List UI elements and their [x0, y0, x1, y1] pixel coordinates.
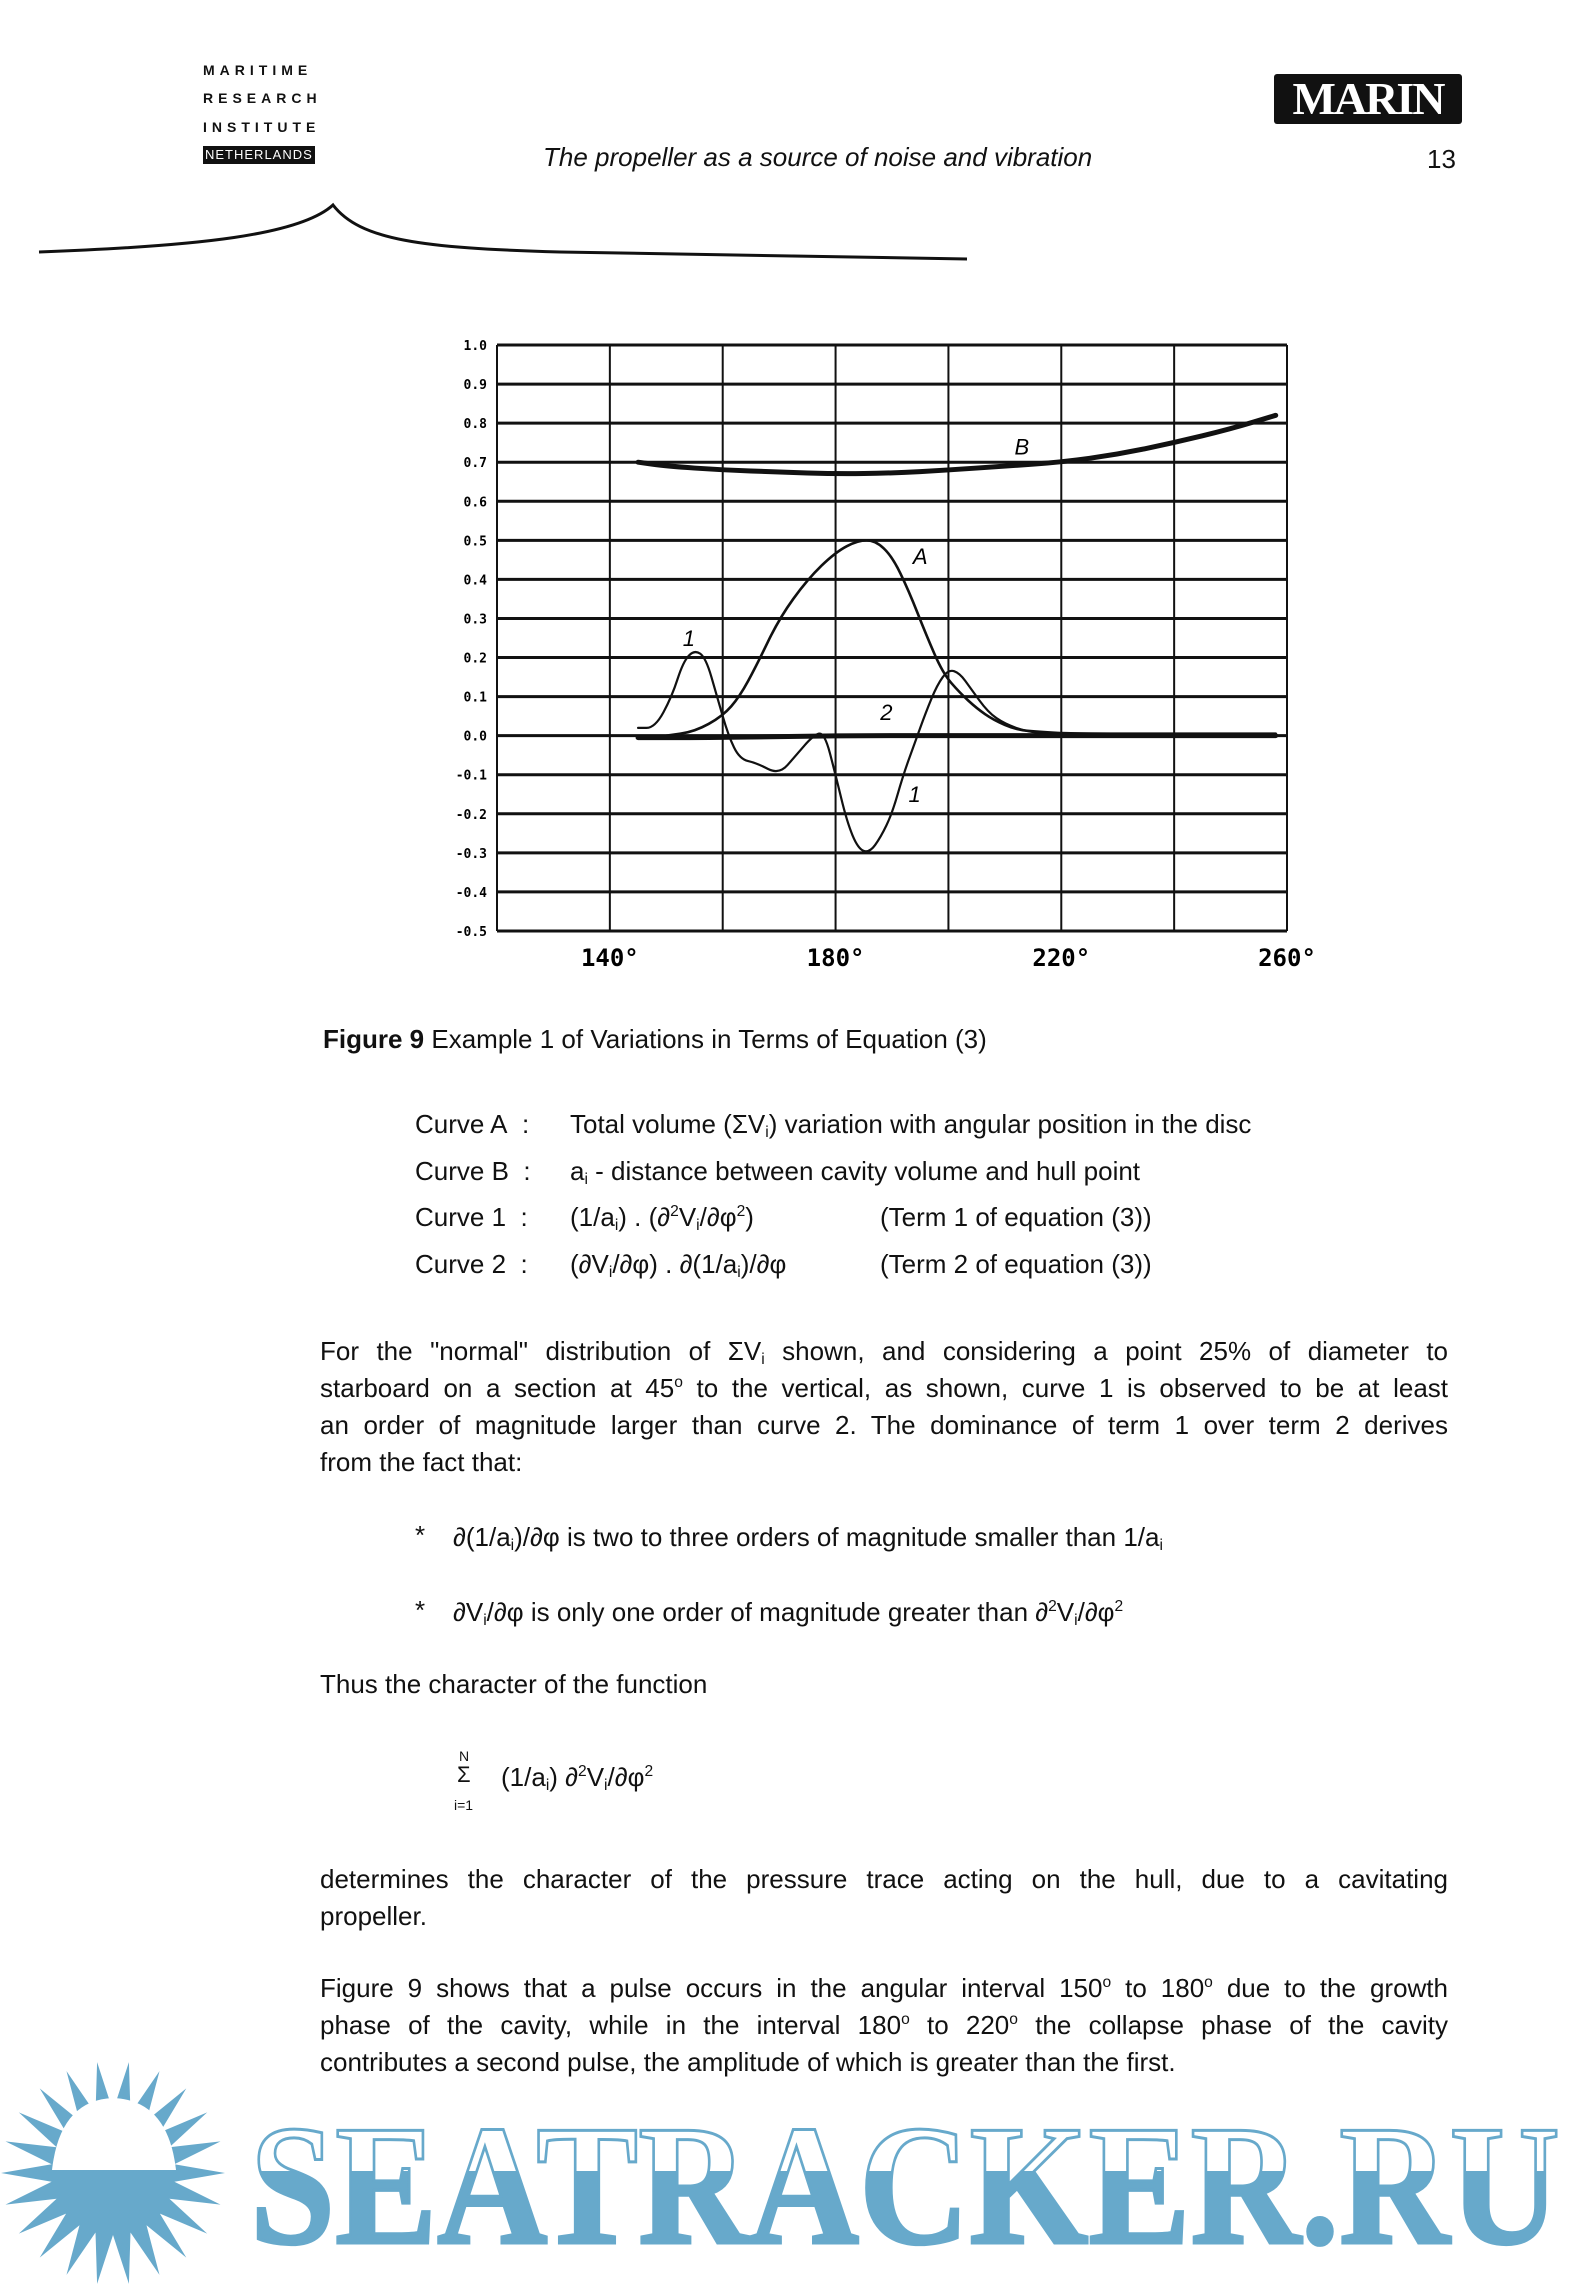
header-rule-curve: [0, 190, 1000, 270]
page-number: 13: [1427, 144, 1456, 174]
curve-1-label: Curve 1 :: [415, 1202, 528, 1232]
x-tick-label: 140°: [580, 944, 639, 972]
caption-label: Figure 9: [323, 1024, 425, 1054]
y-tick-label: -0.3: [455, 846, 487, 862]
institute-line-1: MARITIME: [203, 62, 313, 78]
y-tick-label: 0.2: [463, 651, 487, 667]
x-tick-label: 260°: [1258, 944, 1316, 972]
curve-2: [638, 736, 1276, 738]
curve-a-label: Curve A :: [415, 1109, 530, 1139]
figure-caption: [323, 1024, 987, 1055]
y-tick-label: -0.1: [455, 768, 487, 784]
y-tick-label: -0.2: [455, 807, 487, 823]
formula-body: $(1/a_i)$ $\partial^2V_i/\partial\varphi^2$: [501, 1762, 654, 1794]
curve-2-term: (Term 2 of equation (3)): [880, 1249, 1152, 1279]
institute-line-4: NETHERLANDS: [205, 147, 313, 162]
institute-line-3: INSTITUTE: [203, 119, 321, 135]
curve-label-b: B: [1014, 434, 1030, 460]
curve-1-term: (Term 1 of equation (3)): [880, 1202, 1152, 1232]
thus-text: Thus the character of the function: [320, 1669, 708, 1699]
paragraph-3: Figure 9 shows that a pulse occurs in the angular interval 150$^o$ to 180$^o$ due to the growth phase of the cavity, while in the interval 180$^o$ to 220$^o$ the collapse phase of the cavity contributes a second pulse, the amplitude of which is greater than the first.: [320, 1973, 1448, 2077]
curve-label-2: 2: [880, 700, 893, 726]
figure-9-chart: [420, 320, 1340, 1000]
curve-2-desc: $(\partial V_i/\partial\varphi)$ . $\partial(1/a_i)/\partial\varphi$: [570, 1249, 787, 1281]
curve-b-desc: $a_i$ - distance between cavity volume and hull point: [570, 1156, 1141, 1188]
y-tick-label: 0.6: [463, 495, 487, 511]
y-tick-label: 0.4: [463, 573, 487, 589]
curve-label-1: 1: [908, 782, 921, 808]
sun-watermark-icon: [0, 2060, 230, 2291]
bullet-marker: *: [415, 1595, 426, 1625]
x-tick-label: 180°: [806, 944, 865, 972]
curve-label-a: A: [912, 543, 928, 569]
y-tick-label: 0.9: [463, 378, 487, 394]
seatracker-watermark: [240, 2091, 1570, 2281]
y-tick-label: 0.1: [463, 690, 487, 706]
bullet-2: $\partial V_i/\partial\varphi$ is only one order of magnitude greater than $\partial^2V_i/\partial\varphi^2$: [453, 1597, 1124, 1629]
svg-text:SEATRACKER.RU: SEATRACKER.RU: [250, 2091, 1560, 2281]
curve-b-label: Curve B :: [415, 1156, 531, 1186]
paragraph-1: For the "normal" distribution of $\Sigma V_i$ shown, and considering a point 25% of diameter to starboard on a section at 45$^o$ to the vertical, as shown, curve 1 is observed to be at least an order of magnitude larger than curve 2. The dominance of term 1 over term 2 derives from the fact that:: [320, 1336, 1448, 1477]
caption-text: Example 1 of Variations in Terms of Equation (3): [424, 1024, 987, 1054]
marin-logo: MARIN: [1274, 74, 1462, 124]
curve-label-1: 1: [682, 625, 695, 651]
y-tick-label: -0.4: [455, 885, 487, 901]
curve-1-desc: $(1/a_i)$ . $(\partial^2V_i/\partial\varphi^2)$: [570, 1202, 754, 1234]
y-tick-label: 0.0: [463, 729, 487, 745]
institute-line-2: RESEARCH: [203, 90, 322, 106]
curve-2-label: Curve 2 :: [415, 1249, 528, 1279]
y-tick-label: 0.7: [463, 456, 487, 472]
bullet-1: $\partial(1/a_i)/\partial\varphi$ is two to three orders of magnitude smaller than $1/a_i$: [453, 1522, 1163, 1554]
curve-a-desc: Total volume $(\Sigma V_i)$ variation with angular position in the disc: [570, 1109, 1252, 1141]
y-tick-label: 0.3: [463, 612, 487, 628]
curve-a: [666, 540, 1275, 735]
y-tick-label: 0.5: [463, 534, 487, 550]
x-tick-label: 220°: [1032, 944, 1091, 972]
y-tick-label: -0.5: [455, 925, 487, 940]
bullet-marker: *: [415, 1520, 426, 1550]
paragraph-2: determines the character of the pressure trace acting on the hull, due to a cavitating propeller.: [320, 1864, 1448, 1931]
sum-upper-limit: N: [459, 1748, 470, 1764]
y-tick-label: 0.8: [463, 417, 487, 433]
curve-1: [638, 652, 1061, 851]
sigma-symbol: Σ: [457, 1762, 471, 1787]
sum-lower-limit: i=1: [454, 1797, 474, 1813]
y-tick-label: 1.0: [463, 339, 487, 354]
running-title: The propeller as a source of noise and vibration: [543, 142, 1093, 172]
